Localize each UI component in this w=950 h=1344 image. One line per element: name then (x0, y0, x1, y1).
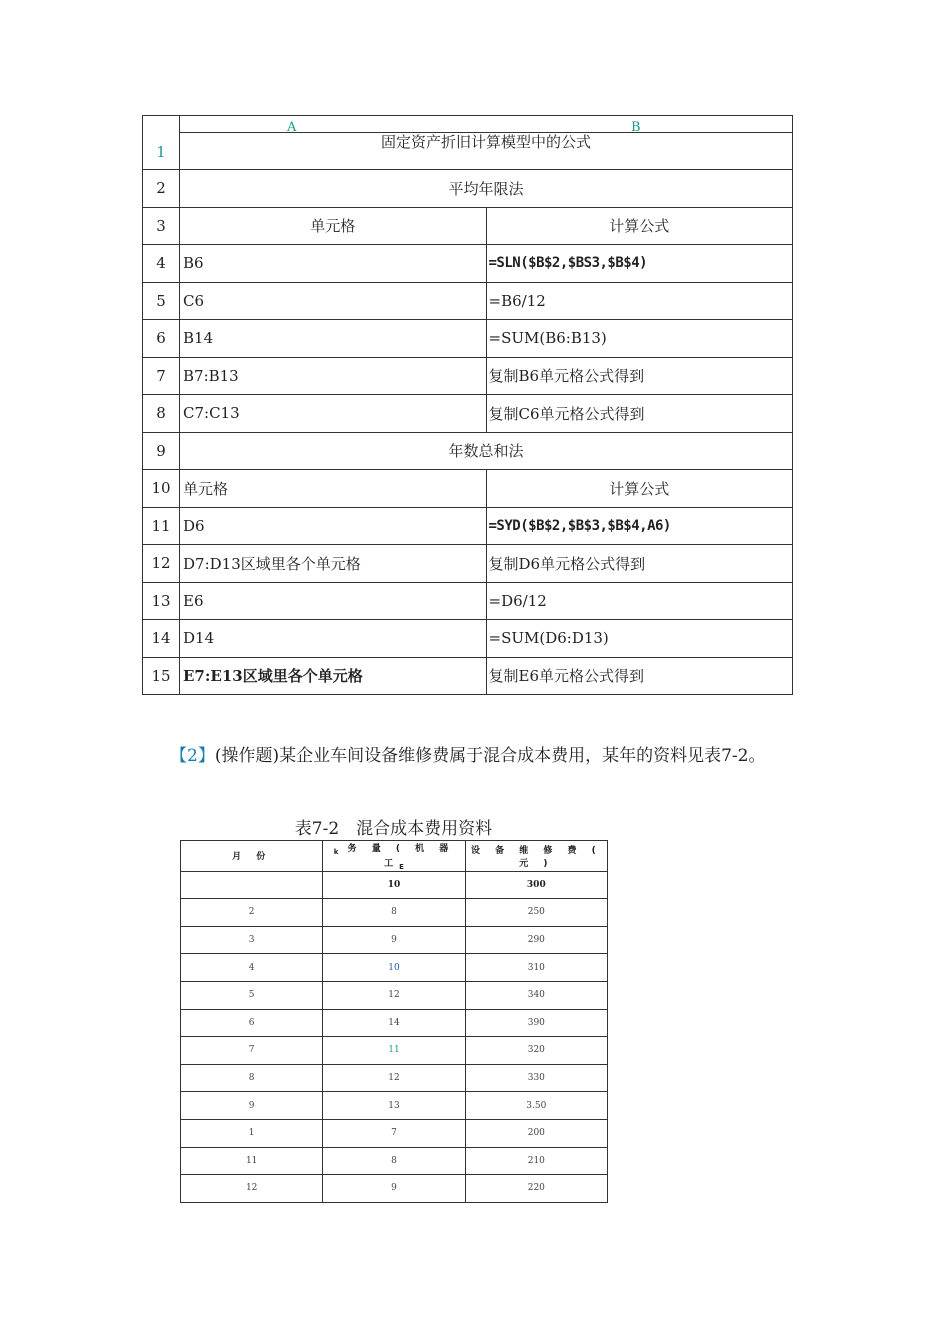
cell-workload: 11 (323, 1037, 465, 1065)
cell-ref: D6 (180, 507, 487, 545)
question-text: (操作题)某企业车间设备维修费属于混合成本费用，某年的资料见表7-2。 (214, 746, 766, 766)
cell-workload: 10 (323, 871, 465, 899)
cell-cost: 390 (465, 1009, 607, 1037)
table-row (181, 1119, 608, 1147)
cell-header: 单元格 (180, 470, 487, 508)
formula: 复制D6单元格公式得到 (486, 545, 793, 583)
cell-workload: 9 (323, 1175, 465, 1203)
table-row (181, 1037, 608, 1065)
row-number: 9 (143, 432, 180, 470)
row-number: 6 (143, 320, 180, 358)
table-row (181, 954, 608, 982)
cell-month: 3 (181, 926, 323, 954)
cell-cost: 330 (465, 1064, 607, 1092)
cell-ref: B7:B13 (180, 357, 487, 395)
cell-workload: 12 (323, 981, 465, 1009)
formula: =B6/12 (486, 282, 793, 320)
row-number: 14 (143, 620, 180, 658)
column-headers (180, 116, 793, 133)
header-sub-left: k (333, 847, 339, 856)
cell-month (181, 871, 323, 899)
cell-ref: D7:D13区域里各个单元格 (180, 545, 487, 583)
formula-header: 计算公式 (486, 470, 793, 508)
cell-month: 7 (181, 1037, 323, 1065)
question-paragraph (142, 742, 807, 770)
cell-cost: 300 (465, 871, 607, 899)
cell-ref: E6 (180, 582, 487, 620)
cell-ref: C7:C13 (180, 395, 487, 433)
cell-month: 1 (181, 1119, 323, 1147)
table-row (181, 871, 608, 899)
table-row (181, 926, 608, 954)
cell-cost: 200 (465, 1119, 607, 1147)
formula: 复制B6单元格公式得到 (486, 357, 793, 395)
table-row (181, 899, 608, 927)
cell-workload: 13 (323, 1092, 465, 1120)
row-number-1: 1 (156, 143, 166, 161)
cell-month: 5 (181, 981, 323, 1009)
depreciation-formula-table (142, 115, 793, 695)
formula: 复制E6单元格公式得到 (486, 657, 793, 695)
header-workload (323, 841, 465, 872)
cell-cost: 310 (465, 954, 607, 982)
cell-month: 11 (181, 1147, 323, 1175)
header-repair-cost: 设 备 维 修 费 ( 元 ) (465, 841, 607, 872)
cell-ref: C6 (180, 282, 487, 320)
cell-workload: 8 (323, 899, 465, 927)
table-title: 固定资产折旧计算模型中的公式 (180, 133, 793, 170)
cell-workload: 14 (323, 1009, 465, 1037)
row-number (143, 116, 180, 170)
table-row (181, 1147, 608, 1175)
question-number: 【2】 (170, 746, 215, 766)
cell-ref: B14 (180, 320, 487, 358)
cell-ref: E7:E13区域里各个单元格 (180, 657, 487, 695)
table-caption: 表7-2 混合成本费用资料 (294, 819, 493, 839)
cell-cost: 320 (465, 1037, 607, 1065)
header-sub-right: E (399, 862, 404, 871)
row-number: 5 (143, 282, 180, 320)
cell-cost: 340 (465, 981, 607, 1009)
cell-month: 9 (181, 1092, 323, 1120)
cell-header: 单元格 (180, 207, 487, 245)
formula: =SUM(D6:D13) (486, 620, 793, 658)
row-number: 2 (143, 170, 180, 208)
cell-workload: 12 (323, 1064, 465, 1092)
cell-workload: 9 (323, 926, 465, 954)
cell-cost: 220 (465, 1175, 607, 1203)
cell-workload: 7 (323, 1119, 465, 1147)
formula-header: 计算公式 (486, 207, 793, 245)
mixed-cost-table (180, 840, 608, 1203)
row-number: 15 (143, 657, 180, 695)
cell-cost: 250 (465, 899, 607, 927)
row-number: 12 (143, 545, 180, 583)
table-row (181, 1175, 608, 1203)
cell-ref: D14 (180, 620, 487, 658)
cell-cost: 3.50 (465, 1092, 607, 1120)
formula: =D6/12 (486, 582, 793, 620)
section-heading: 年数总和法 (180, 432, 793, 470)
column-b-header: B (631, 120, 641, 135)
cell-month: 6 (181, 1009, 323, 1037)
cell-ref: B6 (180, 245, 487, 283)
table-row (181, 1064, 608, 1092)
cell-month: 2 (181, 899, 323, 927)
table-row (181, 1092, 608, 1120)
row-number: 13 (143, 582, 180, 620)
cell-cost: 210 (465, 1147, 607, 1175)
row-number: 10 (143, 470, 180, 508)
formula: =SUM(B6:B13) (486, 320, 793, 358)
table-row (181, 1009, 608, 1037)
cell-month: 8 (181, 1064, 323, 1092)
row-number: 7 (143, 357, 180, 395)
column-a-header: A (287, 120, 297, 135)
formula: =SLN($B$2,$BS3,$B$4) (486, 245, 793, 283)
header-month: 月 份 (181, 841, 323, 872)
section-heading: 平均年限法 (180, 170, 793, 208)
formula: =SYD($B$2,$B$3,$B$4,A6) (486, 507, 793, 545)
row-number: 3 (143, 207, 180, 245)
row-number: 11 (143, 507, 180, 545)
row-number: 8 (143, 395, 180, 433)
formula: 复制C6单元格公式得到 (486, 395, 793, 433)
table-row (181, 981, 608, 1009)
cell-month: 4 (181, 954, 323, 982)
cell-workload: 10 (323, 954, 465, 982)
cell-month: 12 (181, 1175, 323, 1203)
header-workload-text: 务 量 ( 机 器 工 (347, 844, 455, 869)
row-number: 4 (143, 245, 180, 283)
cell-cost: 290 (465, 926, 607, 954)
cell-workload: 8 (323, 1147, 465, 1175)
